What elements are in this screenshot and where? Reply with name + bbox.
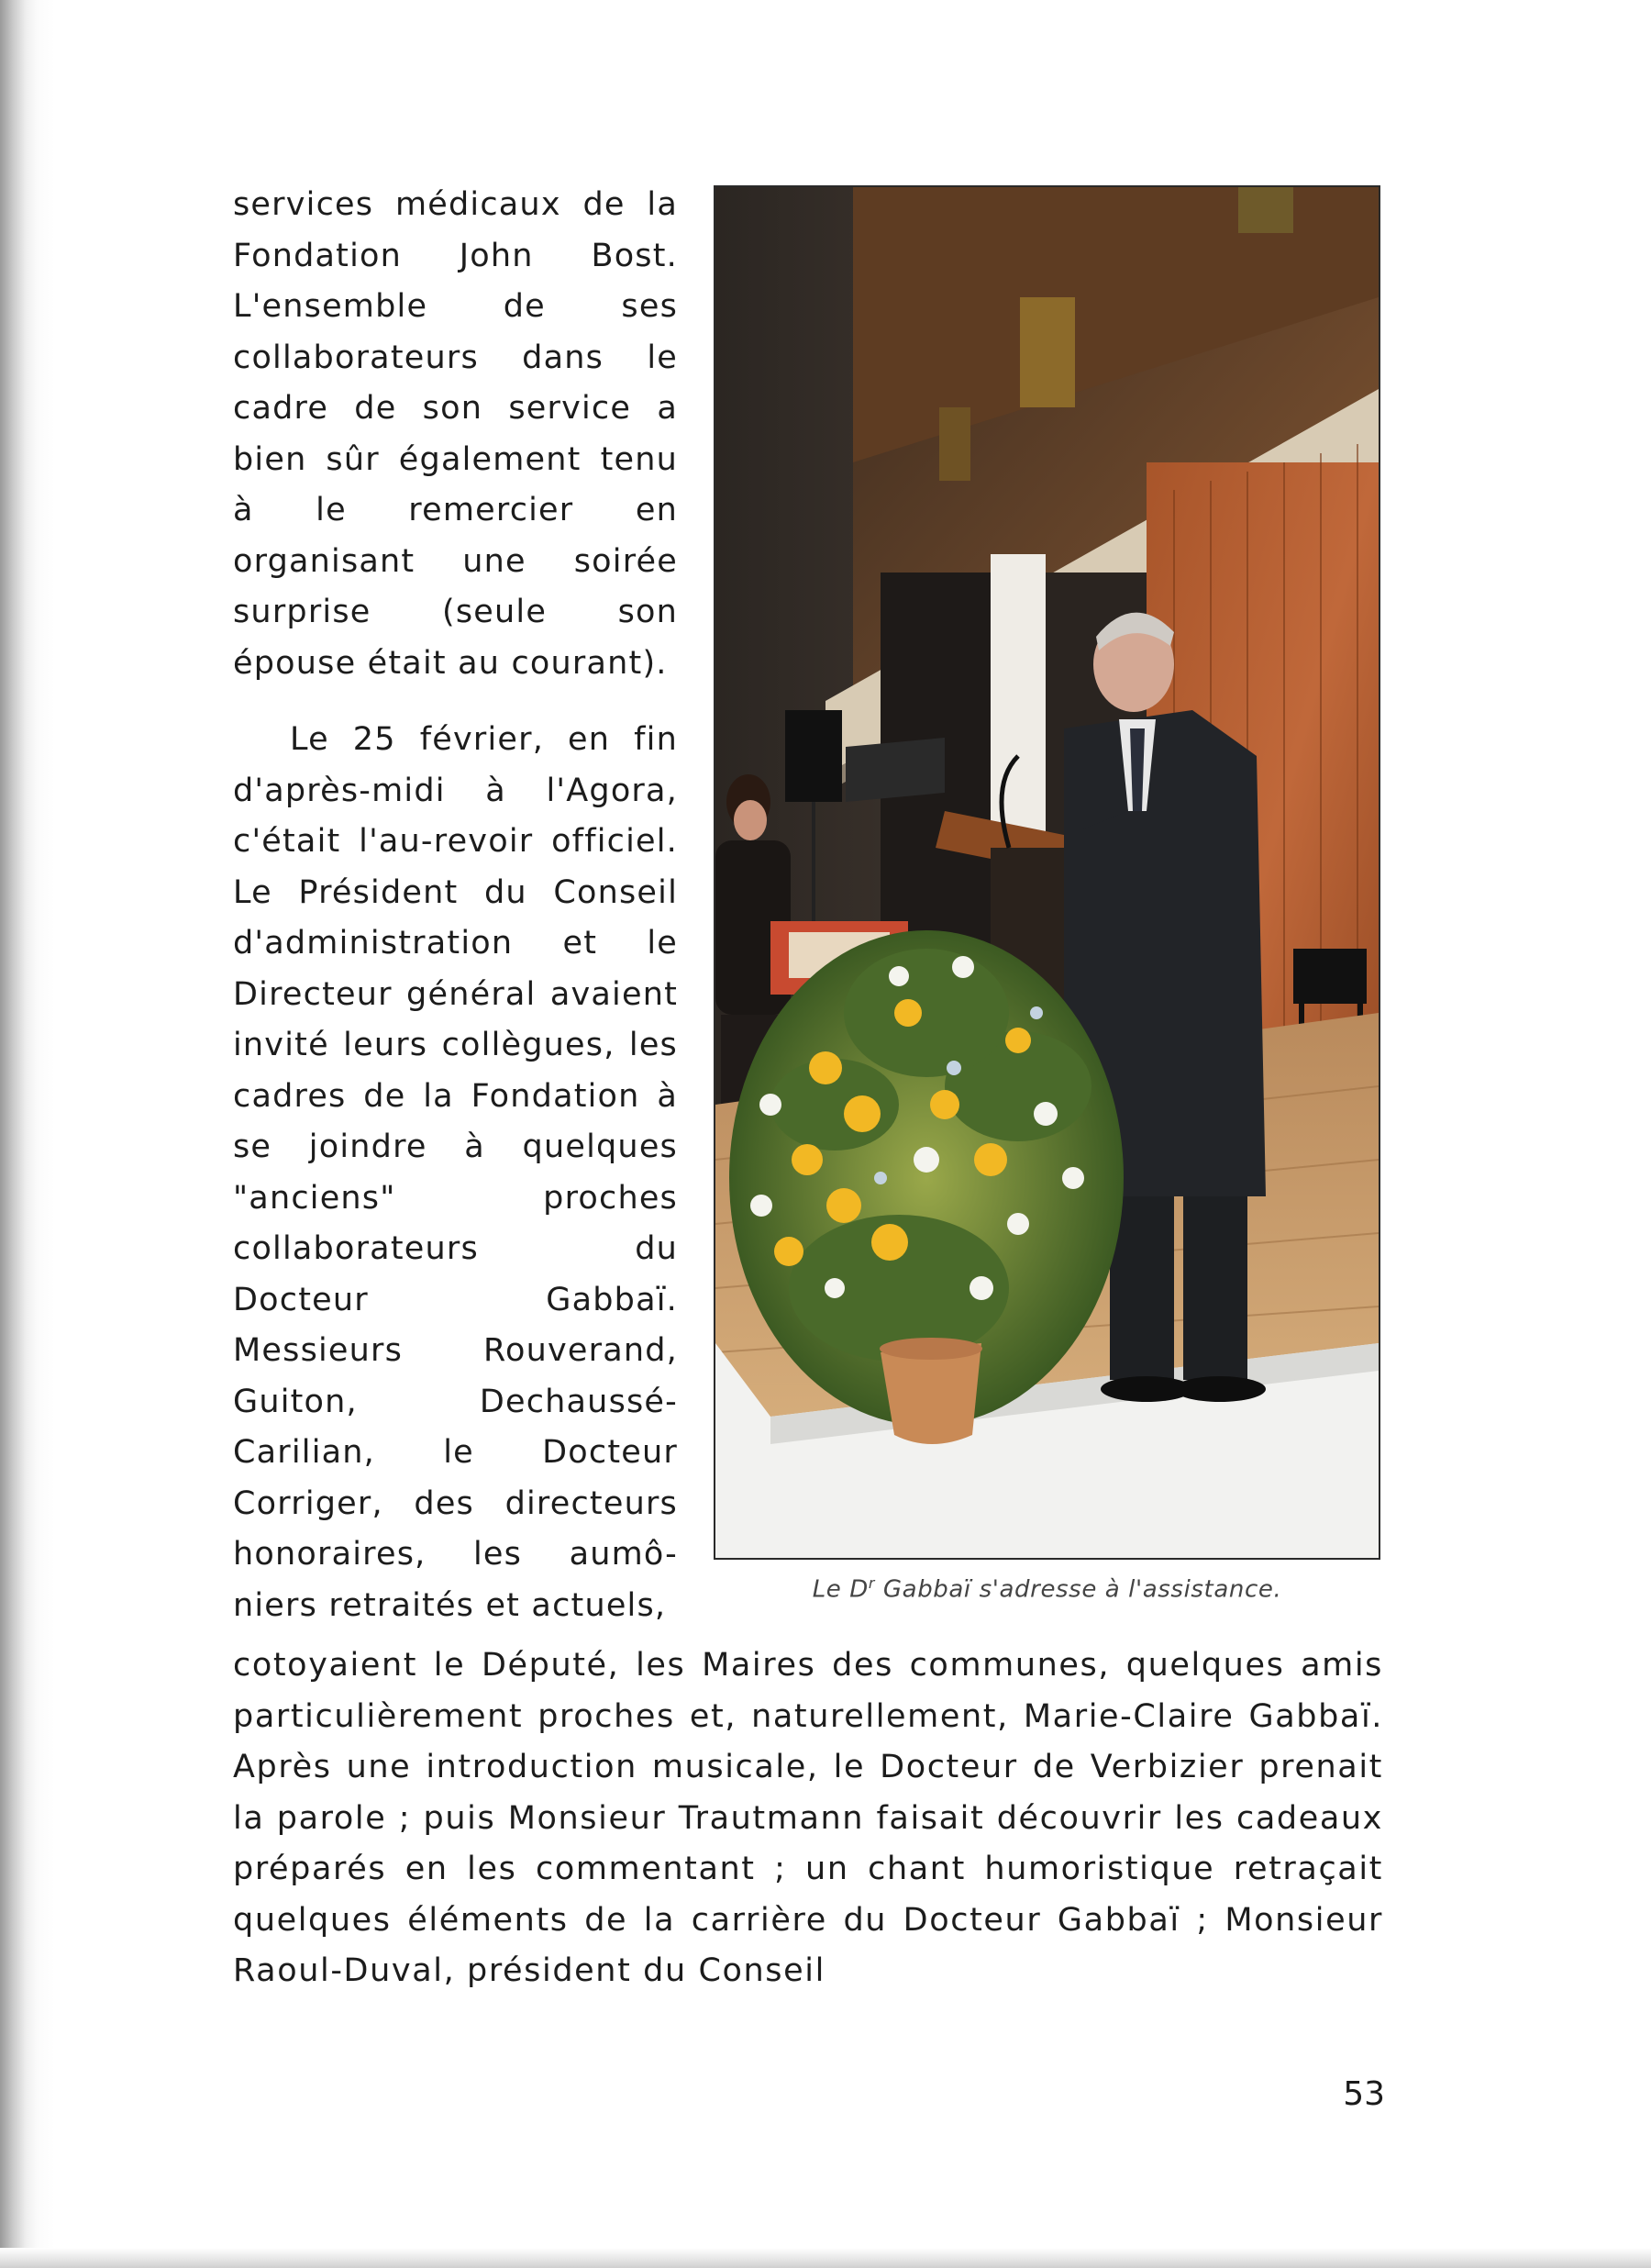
paragraph-2: Le 25 février, en fin d'après-midi à l'Agora, c'était l'au-revoir officiel. Le Président du Conseil d'administration et le Directeur général avaient invité leurs collègues, les cadres de la Fondation à se joindre à quelques "anciens" proches collaborateurs du Docteur Gabbaï. Messieurs Rouverand, Guiton, Dechaussé-Carilian, le Docteur Corriger, des directeurs honoraires, les aumô- niers retraités et actuels, (233, 721, 678, 1624)
caption-superscript: r (868, 1574, 876, 1592)
photo-caption (714, 1574, 1380, 1604)
full-width-text (233, 1640, 1383, 1997)
left-text-column (233, 180, 678, 1631)
caption-prefix: Le D (812, 1575, 869, 1604)
page-number: 53 (1343, 2075, 1385, 2113)
page-bottom-edge (0, 2248, 1651, 2268)
paragraph-1: services médicaux de la Fondation John Bost. L'ensemble de ses collaborateurs dans le cadre de son service a bien sûr également tenu à le remercier en organisant une soirée surprise (seule son épouse était au courant). (233, 186, 678, 682)
event-photo (714, 185, 1380, 1560)
photo-illustration (715, 187, 1379, 1558)
paragraph-3: cotoyaient le Député, les Maires des communes, quelques amis particulièrement proches et, naturellement, Marie-Claire Gabbaï. Après une introduction musicale, le Docteur de Verbizier prenait la parole ; puis Monsieur Trautmann faisait découvrir les cadeaux préparés en les commentant ; un chant humoristique retraçait quelques éléments de la carrière du Docteur Gabbaï ; Monsieur Raoul-Duval, président du Conseil (233, 1647, 1383, 1989)
caption-rest: Gabbaï s'adresse à l'assistance. (875, 1575, 1282, 1604)
